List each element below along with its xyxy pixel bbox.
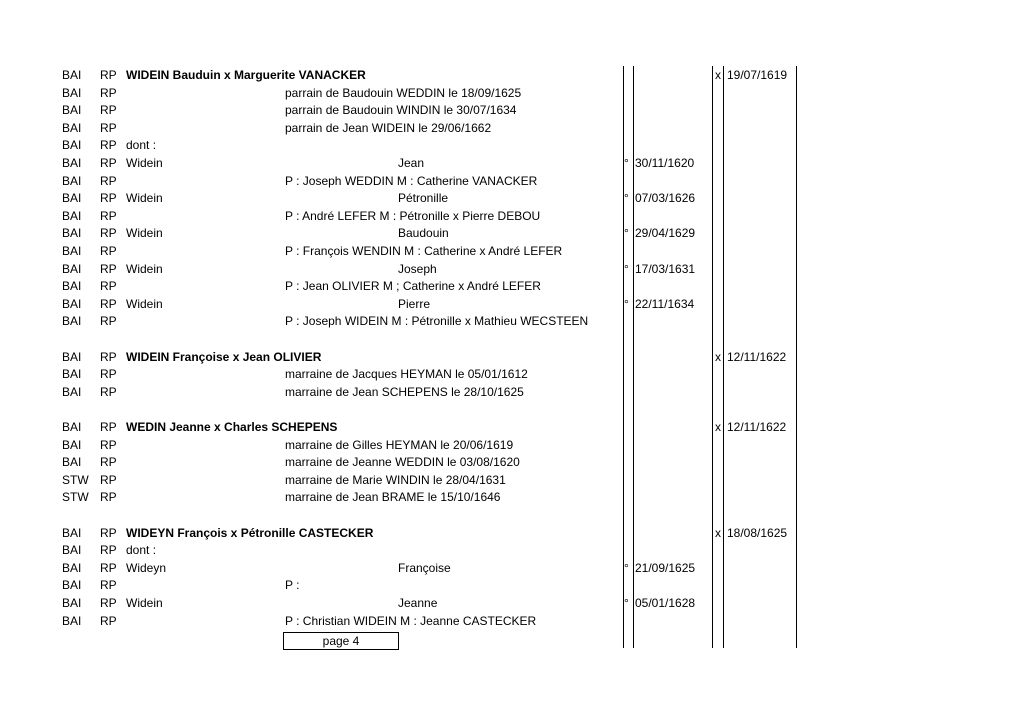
parish-cell: BAI xyxy=(62,138,82,153)
register-type-cell: RP xyxy=(100,68,117,82)
table-row xyxy=(0,595,1024,613)
table-row xyxy=(0,313,1024,331)
parish-cell: BAI xyxy=(62,156,82,170)
detail-cell: parrain de Jean WIDEIN le 29/06/1662 xyxy=(285,120,492,135)
table-row xyxy=(0,137,1024,155)
parish-cell: BAI xyxy=(62,226,82,241)
table-row xyxy=(0,542,1024,560)
page-number-label: page 4 xyxy=(322,634,360,648)
parish-cell: BAI xyxy=(62,367,82,382)
detail-cell: parrain de Baudouin WEDDIN le 18/09/1625 xyxy=(285,85,522,100)
table-row xyxy=(0,577,1024,595)
birth-date-cell: 07/03/1626 xyxy=(635,191,696,206)
parish-cell: BAI xyxy=(62,261,82,276)
detail-cell: parrain de Baudouin WINDIN le 30/07/1634 xyxy=(285,103,517,118)
parish-cell: BAI xyxy=(62,613,82,628)
detail-cell: P : Joseph WEDDIN M : Catherine VANACKER xyxy=(285,173,538,188)
parish-cell: BAI xyxy=(62,244,82,258)
register-type-cell: RP xyxy=(100,208,117,223)
birth-date-cell: 21/09/1625 xyxy=(635,560,696,575)
marriage-date-cell: 12/11/1622 xyxy=(727,420,787,434)
register-type-cell: RP xyxy=(100,261,117,276)
birth-mark-cell: ° xyxy=(624,226,629,241)
table-row xyxy=(0,261,1024,279)
register-type-cell: RP xyxy=(100,472,117,487)
marriage-date-cell: 19/07/1619 xyxy=(727,68,788,82)
register-type-cell: RP xyxy=(100,455,117,470)
detail-cell: marraine de Jacques HEYMAN le 05/01/1612 xyxy=(285,367,528,382)
birth-mark-cell: ° xyxy=(624,156,629,170)
child-name-cell: Jean xyxy=(398,156,425,170)
parish-cell: BAI xyxy=(62,420,82,434)
detail-cell: marraine de Marie WINDIN le 28/04/1631 xyxy=(285,472,506,487)
parish-cell: BAI xyxy=(62,578,82,593)
table-row xyxy=(0,173,1024,191)
marriage-mark-cell: x xyxy=(715,68,721,82)
parish-cell: BAI xyxy=(62,455,82,470)
birth-date-cell: 05/01/1628 xyxy=(635,596,696,610)
detail-cell: P : François WENDIN M : Catherine x André LEFER xyxy=(285,244,563,258)
table-row xyxy=(0,489,1024,507)
register-type-cell: RP xyxy=(100,384,117,399)
detail-cell: marraine de Jean SCHEPENS le 28/10/1625 xyxy=(285,384,524,399)
person-name-cell: Widein xyxy=(126,596,163,610)
child-name-cell: Pierre xyxy=(398,296,431,311)
register-type-cell: RP xyxy=(100,85,117,100)
detail-cell: P : Joseph WIDEIN M : Pétronille x Mathieu WECSTEEN xyxy=(285,314,589,329)
table-row xyxy=(0,454,1024,472)
register-type-cell: RP xyxy=(100,244,117,258)
parish-cell: BAI xyxy=(62,173,82,188)
child-name-cell: Françoise xyxy=(398,560,451,575)
child-name-cell: Baudouin xyxy=(398,226,449,241)
birth-mark-cell: ° xyxy=(624,596,629,610)
table-row xyxy=(0,525,1024,543)
register-type-cell: RP xyxy=(100,613,117,628)
register-type-cell: RP xyxy=(100,437,117,452)
detail-cell: marraine de Gilles HEYMAN le 20/06/1619 xyxy=(285,437,514,452)
register-type-cell: RP xyxy=(100,120,117,135)
register-type-cell: RP xyxy=(100,279,117,294)
marriage-date-cell: 12/11/1622 xyxy=(727,349,787,364)
parish-cell: BAI xyxy=(62,208,82,223)
person-name-cell: WEDIN Jeanne x Charles SCHEPENS xyxy=(126,420,338,434)
table-row xyxy=(0,296,1024,314)
birth-date-cell: 30/11/1620 xyxy=(635,156,695,170)
table-row xyxy=(0,120,1024,138)
register-type-cell: RP xyxy=(100,420,117,434)
parish-cell: BAI xyxy=(62,596,82,610)
parish-cell: BAI xyxy=(62,85,82,100)
register-type-cell: RP xyxy=(100,490,117,505)
detail-cell: marraine de Jeanne WEDDIN le 03/08/1620 xyxy=(285,455,520,470)
parish-cell: BAI xyxy=(62,543,82,558)
detail-cell: P : xyxy=(285,578,300,593)
parish-cell: BAI xyxy=(62,279,82,294)
register-type-cell: RP xyxy=(100,156,117,170)
table-row xyxy=(0,472,1024,490)
table-row xyxy=(0,419,1024,437)
table-row xyxy=(0,190,1024,208)
marriage-mark-cell: x xyxy=(715,525,721,540)
marriage-mark-cell: x xyxy=(715,420,721,434)
table-row xyxy=(0,278,1024,296)
parish-cell: BAI xyxy=(62,314,82,329)
person-name-cell: Widein xyxy=(126,191,163,206)
parish-cell: BAI xyxy=(62,560,82,575)
person-name-cell: Widein xyxy=(126,296,163,311)
register-type-cell: RP xyxy=(100,226,117,241)
birth-date-cell: 17/03/1631 xyxy=(635,261,696,276)
person-name-cell: WIDEIN Françoise x Jean OLIVIER xyxy=(126,349,322,364)
register-type-cell: RP xyxy=(100,525,117,540)
parish-cell: BAI xyxy=(62,120,82,135)
table-row xyxy=(0,401,1024,419)
parish-cell: BAI xyxy=(62,103,82,118)
parish-cell: BAI xyxy=(62,191,82,206)
register-type-cell: RP xyxy=(100,596,117,610)
table-row xyxy=(0,208,1024,226)
parish-cell: BAI xyxy=(62,525,82,540)
child-name-cell: Pétronille xyxy=(398,191,449,206)
detail-cell: P : Christian WIDEIN M : Jeanne CASTECKER xyxy=(285,613,537,628)
table-row xyxy=(0,67,1024,85)
birth-mark-cell: ° xyxy=(624,296,629,311)
parish-cell: BAI xyxy=(62,437,82,452)
birth-date-cell: 22/11/1634 xyxy=(635,296,695,311)
table-row xyxy=(0,155,1024,173)
person-name-cell: WIDEYN François x Pétronille CASTECKER xyxy=(126,525,374,540)
person-name-cell: Widein xyxy=(126,226,163,241)
marriage-date-cell: 18/08/1625 xyxy=(727,525,788,540)
table-row xyxy=(0,349,1024,367)
person-name-cell: WIDEIN Bauduin x Marguerite VANACKER xyxy=(126,68,366,82)
parish-cell: BAI xyxy=(62,296,82,311)
register-type-cell: RP xyxy=(100,173,117,188)
register-type-cell: RP xyxy=(100,103,117,118)
register-type-cell: RP xyxy=(100,543,117,558)
detail-cell: P : Jean OLIVIER M ; Catherine x André LEFER xyxy=(285,279,541,294)
table-row xyxy=(0,507,1024,525)
birth-mark-cell: ° xyxy=(624,560,629,575)
parish-cell: BAI xyxy=(62,384,82,399)
table-row xyxy=(0,560,1024,578)
parish-cell: BAI xyxy=(62,68,82,82)
detail-cell: P : André LEFER M : Pétronille x Pierre DEBOU xyxy=(285,208,541,223)
table-row xyxy=(0,437,1024,455)
table-row xyxy=(0,102,1024,120)
parish-cell: BAI xyxy=(62,349,82,364)
person-name-cell: dont : xyxy=(126,138,157,153)
parish-cell: STW xyxy=(62,472,89,487)
table-row xyxy=(0,384,1024,402)
marriage-mark-cell: x xyxy=(715,349,721,364)
table-row xyxy=(0,331,1024,349)
person-name-cell: Widein xyxy=(126,156,163,170)
table-row xyxy=(0,366,1024,384)
person-name-cell: Widein xyxy=(126,261,163,276)
detail-cell: marraine de Jean BRAME le 15/10/1646 xyxy=(285,490,501,505)
birth-mark-cell: ° xyxy=(624,261,629,276)
register-type-cell: RP xyxy=(100,578,117,593)
parish-cell: STW xyxy=(62,490,89,505)
register-type-cell: RP xyxy=(100,349,117,364)
page-number-box xyxy=(283,632,399,650)
register-type-cell: RP xyxy=(100,138,117,153)
child-name-cell: Joseph xyxy=(398,261,437,276)
birth-mark-cell: ° xyxy=(624,191,629,206)
person-name-cell: dont : xyxy=(126,543,157,558)
register-type-cell: RP xyxy=(100,296,117,311)
table-row xyxy=(0,243,1024,261)
birth-date-cell: 29/04/1629 xyxy=(635,226,696,241)
table-row xyxy=(0,85,1024,103)
table-row xyxy=(0,225,1024,243)
register-type-cell: RP xyxy=(100,367,117,382)
person-name-cell: Wideyn xyxy=(126,560,167,575)
table-row xyxy=(0,613,1024,631)
register-type-cell: RP xyxy=(100,314,117,329)
child-name-cell: Jeanne xyxy=(398,596,438,610)
register-type-cell: RP xyxy=(100,560,117,575)
register-type-cell: RP xyxy=(100,191,117,206)
